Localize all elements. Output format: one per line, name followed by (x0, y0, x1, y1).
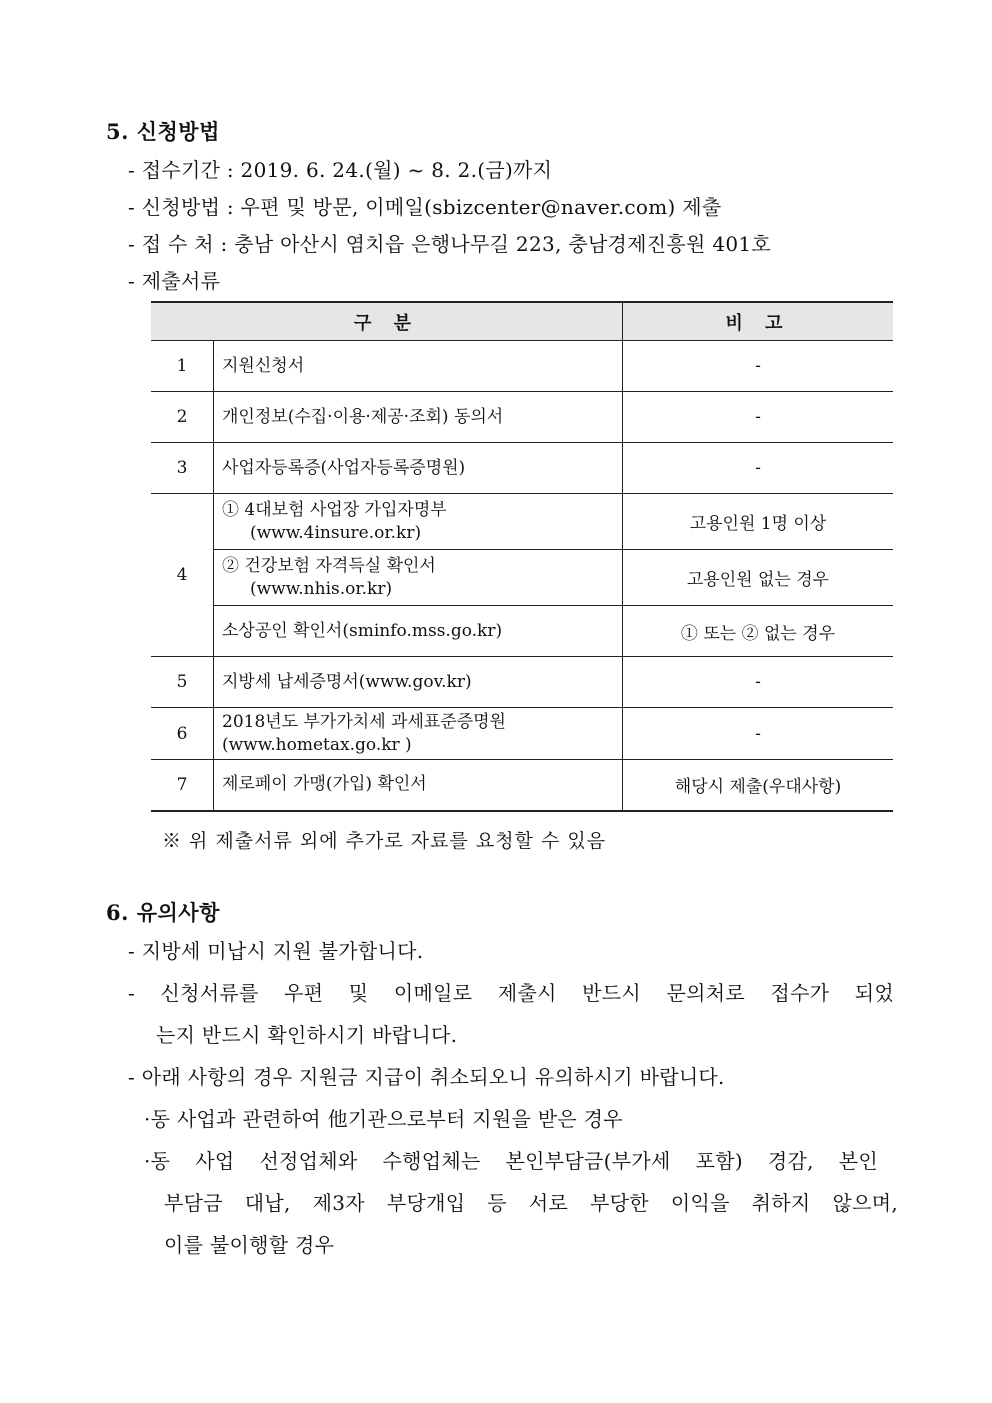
table-row (151, 550, 893, 606)
row-item: 제로페이 가맹(가입) 확인서 (214, 760, 623, 811)
row-number: 6 (151, 708, 214, 760)
caution-bullet-2c: 이를 불이행할 경우 (164, 1233, 335, 1257)
row-number: 7 (151, 760, 214, 811)
row-note: - (623, 708, 894, 760)
row-item: 소상공인 확인서(sminfo.mss.go.kr) (214, 606, 623, 657)
section-5-title: 5. 신청방법 (106, 119, 220, 144)
row-item: 지방세 납세증명서(www.gov.kr) (214, 657, 623, 708)
table-header-row (151, 302, 893, 341)
table-row (151, 494, 893, 550)
caution-line-2b: 는지 반드시 확인하시기 바랍니다. (156, 1023, 458, 1047)
row-item-line: ① 4대보험 사업장 가입자명부 (222, 499, 447, 520)
row-item (214, 494, 623, 550)
reception-period-line: - 접수기간 : 2019. 6. 24.(월) ~ 8. 2.(금)까지 (128, 158, 553, 182)
table-row (151, 657, 893, 708)
row-note: 고용인원 1명 이상 (623, 494, 894, 550)
row-number: 3 (151, 443, 214, 494)
reception-address-line: - 접 수 처 : 충남 아산시 염치읍 은행나무길 223, 충남경제진흥원 401호 (128, 232, 772, 256)
table-row (151, 606, 893, 657)
row-item-line: ② 건강보험 자격득실 확인서 (222, 555, 436, 576)
row-note: 해당시 제출(우대사항) (623, 760, 894, 811)
row-note: ① 또는 ② 없는 경우 (623, 606, 894, 657)
row-item: 사업자등록증(사업자등록증명원) (214, 443, 623, 494)
table-row (151, 760, 893, 811)
caution-bullet-2b: 부담금 대납, 제3자 부당개입 등 서로 부당한 이익을 취하지 않으며, (164, 1191, 898, 1215)
table-row (151, 341, 893, 392)
row-note: - (623, 657, 894, 708)
header-note: 비 고 (623, 302, 894, 341)
table-row (151, 708, 893, 760)
table-row (151, 443, 893, 494)
caution-line-1: - 지방세 미납시 지원 불가합니다. (128, 939, 424, 963)
caution-bullet-1: ·동 사업과 관련하여 他기관으로부터 지원을 받은 경우 (144, 1107, 623, 1131)
row-note: 고용인원 없는 경우 (623, 550, 894, 606)
row-note: - (623, 392, 894, 443)
required-documents-table (151, 301, 893, 812)
section-6-title: 6. 유의사항 (106, 900, 220, 925)
row-item-url: (www.hometax.go.kr ) (222, 734, 412, 755)
header-category: 구 분 (151, 302, 623, 341)
row-item (214, 708, 623, 760)
row-number: 4 (151, 494, 214, 657)
row-item-url: (www.nhis.or.kr) (250, 578, 393, 599)
caution-bullet-2a: ·동 사업 선정업체와 수행업체는 본인부담금(부가세 포함) 경감, 본인 (144, 1149, 878, 1173)
row-number: 2 (151, 392, 214, 443)
application-method-line: - 신청방법 : 우편 및 방문, 이메일(sbizcenter@naver.com) 제출 (128, 195, 722, 219)
row-number: 5 (151, 657, 214, 708)
documents-heading-line: - 제출서류 (128, 269, 221, 293)
row-item: 지원신청서 (214, 341, 623, 392)
table-row (151, 392, 893, 443)
row-note: - (623, 443, 894, 494)
row-item: 개인정보(수집·이용·제공·조회) 동의서 (214, 392, 623, 443)
caution-line-2a: - 신청서류를 우편 및 이메일로 제출시 반드시 문의처로 접수가 되었 (128, 981, 894, 1005)
row-note: - (623, 341, 894, 392)
row-item-url: (www.4insure.or.kr) (250, 522, 422, 543)
table-footnote: ※ 위 제출서류 외에 추가로 자료를 요청할 수 있음 (162, 830, 607, 852)
caution-line-3: - 아래 사항의 경우 지원금 지급이 취소되오니 유의하시기 바랍니다. (128, 1065, 725, 1089)
row-item (214, 550, 623, 606)
row-item-line: 2018년도 부가가치세 과세표준증명원 (222, 711, 506, 732)
row-number: 1 (151, 341, 214, 392)
